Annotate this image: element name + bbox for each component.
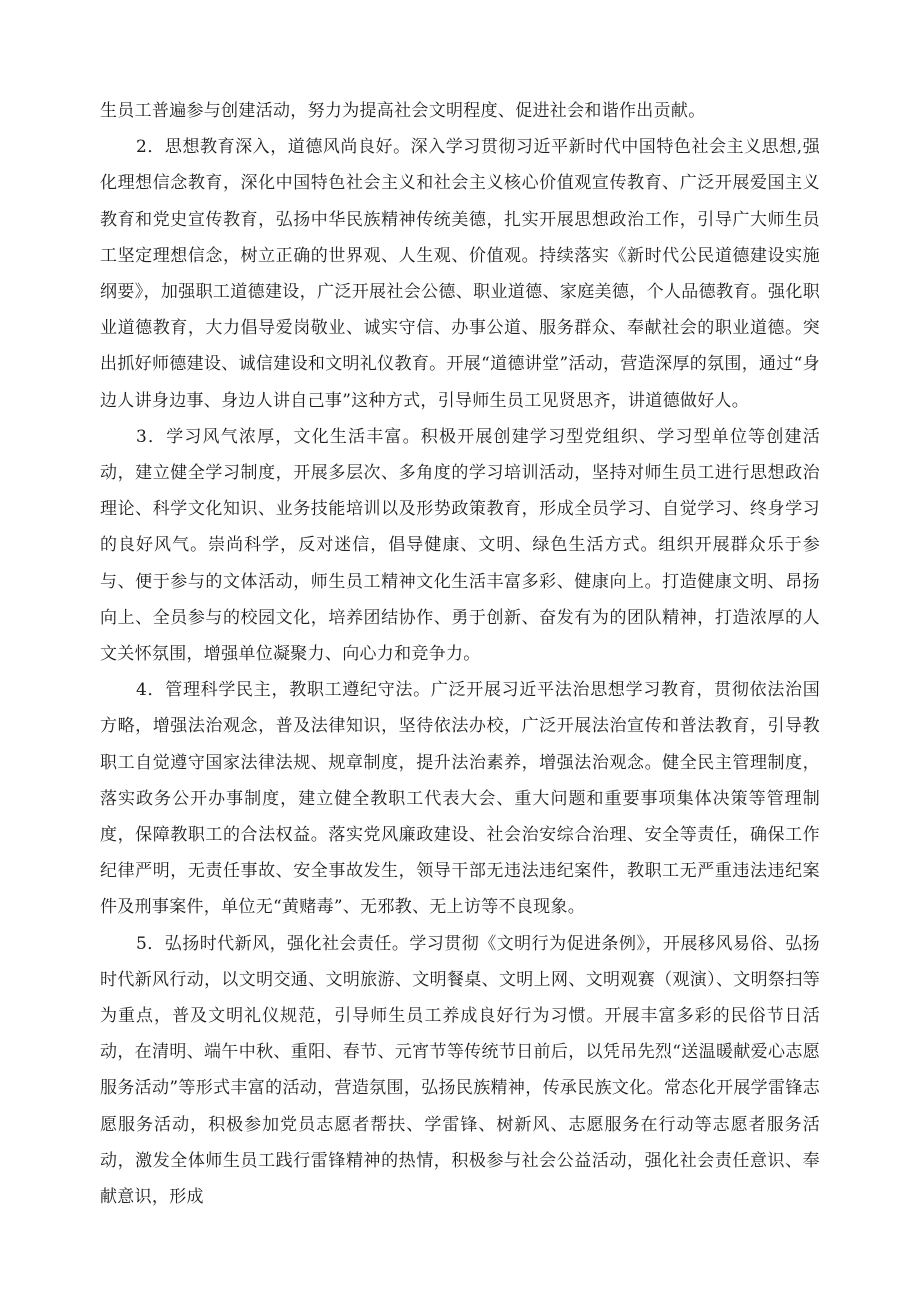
document-page bbox=[100, 93, 820, 1215]
paragraph-continuation: 生员工普遍参与创建活动，努力为提高社会文明程度、促进社会和谐作出贡献。 bbox=[100, 101, 706, 121]
paragraph-ideological-education: 2．思想教育深入，道德风尚良好。深入学习贯彻习近平新时代中国特色社会主义思想,强化理想信念教育，深化中国特色社会主义和社会主义核心价值观宣传教育、广泛开展爱国主义教育和党史宣传教育，弘扬中华民族精神传统美德，扎实开展思想政治工作，引导广大师生员工坚定理想信念，树立正确的世界观、人生观、价值观。持续落实《新时代公民道德建设实施纲要》，加强职工道德建设，广泛开展社会公德、职业道德、家庭美德，个人品德教育。强化职业道德教育，大力倡导爱岗敬业、诚实守信、办事公道、服务群众、奉献社会的职业道德。突出抓好师德建设、诚信建设和文明礼仪教育。开展“道德讲堂”活动，营造深厚的氛围，通过“身边人讲身边事、身边人讲自己事”这种方式，引导师生员工见贤思齐，讲道德做好人。 bbox=[100, 137, 820, 411]
paragraph-learning-culture: 3．学习风气浓厚，文化生活丰富。积极开展创建学习型党组织、学习型单位等创建活动，建立健全学习制度，开展多层次、多角度的学习培训活动，坚持对师生员工进行思想政治理论、科学文化知识、业务技能培训以及形势政策教育，形成全员学习、自觉学习、终身学习的良好风气。崇尚科学，反对迷信，倡导健康、文明、绿色生活方式。组织开展群众乐于参与、便于参与的文体活动，师生员工精神文化生活丰富多彩、健康向上。打造健康文明、昂扬向上、全员参与的校园文化，培养团结协作、勇于创新、奋发有为的团队精神，打造浓厚的人文关怀氛围，增强单位凝聚力、向心力和竞争力。 bbox=[100, 426, 820, 665]
paragraph-management-law: 4．管理科学民主，教职工遵纪守法。广泛开展习近平法治思想学习教育，贯彻依法治国方略，增强法治观念，普及法律知识，坚待依法办校，广泛开展法治宣传和普法教育，引导教职工自觉遵守国家法律法规、规章制度，提升法治素养，增强法治观念。健全民主管理制度，落实政务公开办事制度，建立健全教职工代表大会、重大问题和重要事项集体决策等管理制度，保障教职工的合法权益。落实党风廉政建设、社会治安综合治理、安全等责任，确保工作纪律严明，无责任事故、安全事故发生，领导干部无违法违纪案件，教职工无严重违法违纪案件及刑事案件，单位无“黄赌毒”、无邪教、无上访等不良现象。 bbox=[100, 680, 820, 918]
paragraph-social-responsibility: 5．弘扬时代新风，强化社会责任。学习贯彻《文明行为促进条例》，开展移风易俗、弘扬时代新风行动，以文明交通、文明旅游、文明餐桌、文明上网、文明观赛（观演）、文明祭扫等为重点，普及文明礼仪规范，引导师生员工养成良好行为习惯。开展丰富多彩的民俗节日活动，在清明、端午中秋、重阳、春节、元宵节等传统节日前后，以凭吊先烈“送温暖献爱心志愿服务活动”等形式丰富的活动，营造氛围，弘扬民族精神，传承民族文化。常态化开展学雷锋志愿服务活动，积极参加党员志愿者帮扶、学雷锋、树新风、志愿服务在行动等志愿者服务活动，激发全体师生员工践行雷锋精神的热情，积极参与社会公益活动，强化社会责任意识、奉献意识，形成 bbox=[100, 933, 820, 1208]
